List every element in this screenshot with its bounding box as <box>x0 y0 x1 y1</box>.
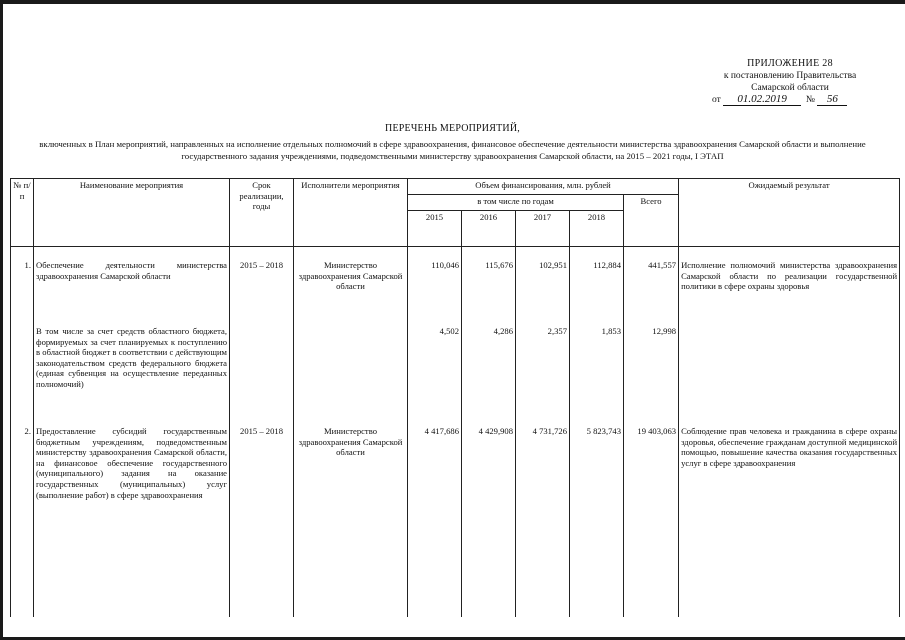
header-funding: Объем финансирования, млн. рублей <box>408 179 679 195</box>
handwritten-date: 01.02.2019 <box>723 94 801 106</box>
header-year: 2016 <box>462 211 516 247</box>
value-total: 441,557 <box>624 259 679 325</box>
value-2017: 4 731,726 <box>516 425 570 617</box>
table-row <box>11 259 900 325</box>
header-by-years: в том числе по годам <box>408 195 624 211</box>
value-2018: 112,884 <box>570 259 624 325</box>
value-2017: 2,357 <box>516 325 570 425</box>
value-2017: 102,951 <box>516 259 570 325</box>
appendix-date-line <box>712 94 892 106</box>
table-row <box>11 325 900 425</box>
executor-cell: Министерство здравоохранения Самарской области <box>294 425 408 617</box>
header-num: № п/п <box>11 179 34 247</box>
term-cell: 2015 – 2018 <box>230 259 294 325</box>
value-total: 12,998 <box>624 325 679 425</box>
measure-name: Обеспечение деятельности министерства здравоохранения Самарской области <box>34 259 230 325</box>
value-2016: 4,286 <box>462 325 516 425</box>
appendix-line2: к постановлению Правительства <box>723 71 857 81</box>
header-year: 2017 <box>516 211 570 247</box>
appendix-line3: Самарской области <box>751 83 829 93</box>
header-result: Ожидаемый результат <box>679 179 900 247</box>
header-term: Срок реализации, годы <box>230 179 294 247</box>
value-2015: 110,046 <box>408 259 462 325</box>
executor-cell: Министерство здравоохранения Самарской области <box>294 259 408 325</box>
document-title: ПЕРЕЧЕНЬ МЕРОПРИЯТИЙ, <box>385 123 520 134</box>
appendix-title: ПРИЛОЖЕНИЕ 28 <box>747 58 833 69</box>
value-2015: 4 417,686 <box>408 425 462 617</box>
appendix-block <box>690 58 890 94</box>
value-2016: 4 429,908 <box>462 425 516 617</box>
value-2016: 115,676 <box>462 259 516 325</box>
measures-table <box>10 178 900 617</box>
number-prefix: № <box>805 95 815 105</box>
table-row <box>11 425 900 617</box>
value-2018: 5 823,743 <box>570 425 624 617</box>
handwritten-number: 56 <box>817 94 847 106</box>
expected-result <box>679 325 900 425</box>
expected-result: Соблюдение прав человека и гражданина в сфере охраны здоровья, обеспечение гражданам доступной медицинской помощью, повышение качества оказания государственных услуг в сфере здравоохранения <box>679 425 900 617</box>
header-total: Всего <box>624 195 679 247</box>
date-prefix: от <box>712 95 721 105</box>
header-executors: Исполнители мероприятия <box>294 179 408 247</box>
row-number: 2. <box>11 425 34 617</box>
scan-border-left <box>0 0 3 640</box>
measure-name: Предоставление субсидий государственным бюджетным учреждениям, подведомственным министерству здравоохранения Самарской области, на финансовое обеспечение государственного (муниципального) задания на оказание государственных (муниципальных) услуг (выполнение работ) в сфере здравоохранения <box>34 425 230 617</box>
header-year: 2018 <box>570 211 624 247</box>
row-number <box>11 325 34 425</box>
term-cell: 2015 – 2018 <box>230 425 294 617</box>
scan-border-top <box>0 0 905 4</box>
document-subtitle: включенных в План мероприятий, направленных на исполнение отдельных полномочий в сфере здравоохранения, финансовое обеспечение деятельности министерства здравоохранения Самарской области и выполнение государственного задания учреждениями, подведомственными министерству здравоохранения Самарской области, на 2015 – 2021 годы, I ЭТАП <box>39 139 866 161</box>
value-total: 19 403,063 <box>624 425 679 617</box>
row-number: 1. <box>11 259 34 325</box>
executor-cell <box>294 325 408 425</box>
term-cell <box>230 325 294 425</box>
expected-result: Исполнение полномочий министерства здравоохранения Самарской области по реализации государственной политики в сфере охраны здоровья <box>679 259 900 325</box>
value-2018: 1,853 <box>570 325 624 425</box>
measure-name: В том числе за счет средств областного бюджета, формируемых за счет планируемых к поступлению в областной бюджет в соответствии с действующим законодательством средств федерального бюджета (единая субвенция на осуществление переданных полномочий) <box>34 325 230 425</box>
header-year: 2015 <box>408 211 462 247</box>
value-2015: 4,502 <box>408 325 462 425</box>
header-name: Наименование мероприятия <box>34 179 230 247</box>
